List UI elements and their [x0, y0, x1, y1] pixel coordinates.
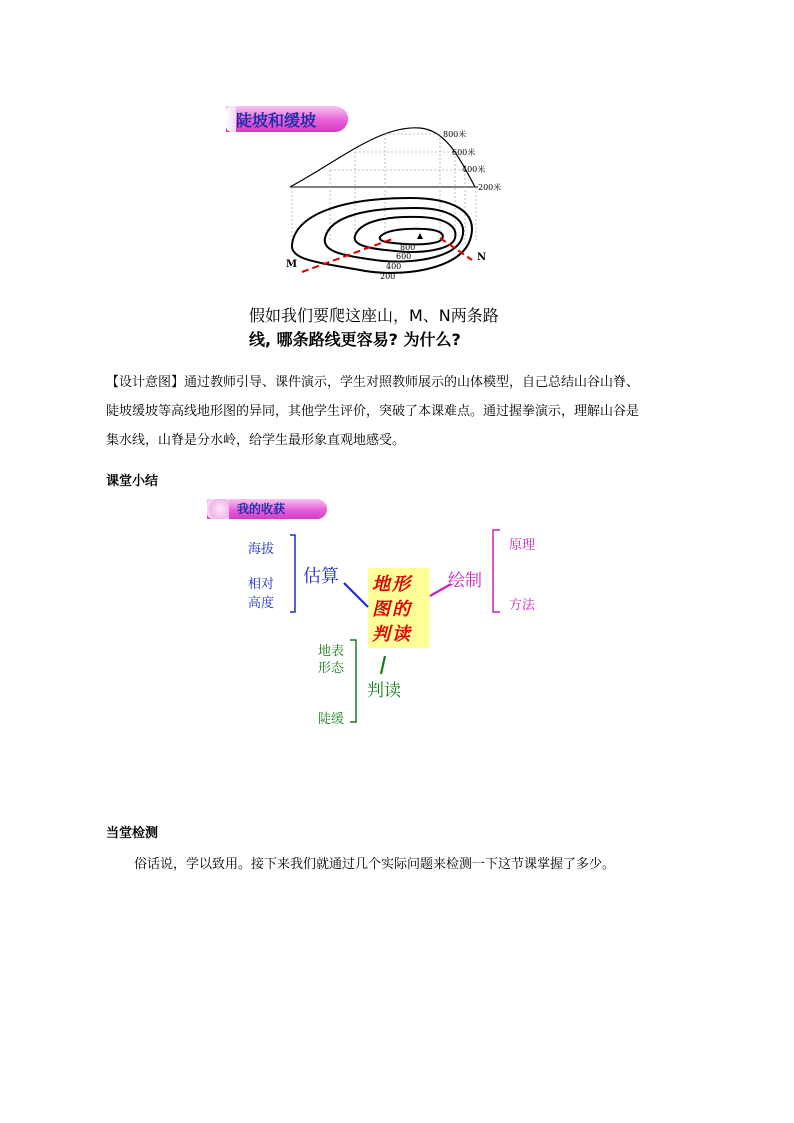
slope-banner-title: 陡坡和缓坡 [236, 111, 317, 130]
blue-connector [344, 583, 368, 607]
bottom-branch-interpret: 判读 [367, 681, 401, 701]
bottom-item-surface: 地表 [318, 644, 345, 659]
question-line-1: 假如我们要爬这座山，M、N两条路 [249, 306, 499, 325]
point-m-label: M [286, 259, 298, 270]
design-intent-line-1: 【设计意图】通过教师引导、课件演示，学生对照教师展示的山体模型，自己总结山谷山脊、 [106, 375, 640, 390]
pink-bracket [493, 530, 500, 612]
center-topic-line-1: 地形 [372, 574, 412, 595]
left-branch-estimate: 估算 [303, 566, 339, 587]
harvest-banner-title: 我的收获 [237, 502, 286, 516]
left-item-relative: 相对 [248, 577, 275, 592]
question-line-2: 线, 哪条路线更容易? 为什么? [249, 330, 461, 349]
test-heading: 当堂检测 [106, 826, 159, 841]
elev-label-800: 800米 [443, 130, 467, 139]
right-branch-draw: 绘制 [448, 571, 482, 591]
contour-label-200: 200 [380, 272, 396, 281]
design-intent-line-3: 集水线，山脊是分水岭，给学生最形象直观地感受。 [106, 433, 406, 448]
green-connector [381, 656, 385, 674]
left-item-height: 高度 [248, 596, 275, 611]
right-item-method: 方法 [509, 598, 536, 613]
center-topic-line-3: 判读 [372, 624, 412, 645]
left-item-altitude: 海拔 [248, 542, 275, 557]
pink-connector [430, 584, 451, 596]
point-n-label: N [477, 252, 487, 263]
contour-label-800: 800 [400, 243, 416, 252]
blue-bracket [290, 535, 295, 612]
elev-label-200: 200米 [478, 183, 502, 192]
contour-label-400: 400 [386, 262, 402, 271]
test-text: 俗话说，学以致用。接下来我们就通过几个实际问题来检测一下这节课掌握了多少。 [134, 857, 616, 872]
contour-label-600: 600 [396, 252, 412, 261]
center-topic-line-2: 图的 [372, 599, 412, 620]
summary-heading: 课堂小结 [106, 474, 159, 489]
bottom-item-slope: 陡缓 [318, 712, 345, 727]
design-intent-line-2: 陡坡缓坡等高线地形图的异同，其他学生评价，突破了本课难点。通过握拳演示，理解山谷是 [106, 404, 640, 419]
elev-label-400: 400米 [462, 165, 486, 174]
green-bracket [350, 640, 356, 722]
bottom-item-form: 形态 [318, 661, 345, 676]
elev-label-600: 600米 [452, 148, 476, 157]
right-item-principle: 原理 [509, 538, 536, 553]
